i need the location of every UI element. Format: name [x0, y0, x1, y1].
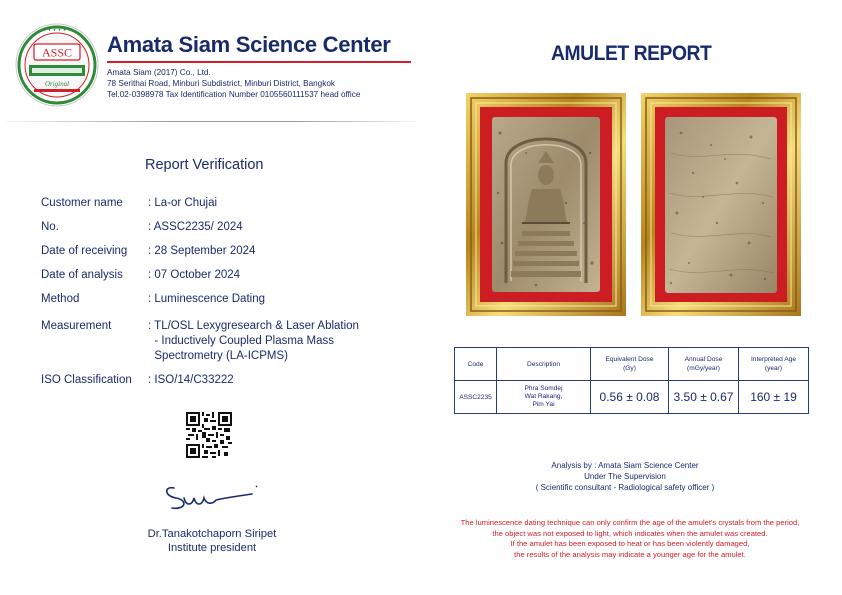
column-header: Description [497, 348, 591, 381]
date-receiving-value: : 28 September 2024 [148, 245, 256, 257]
cell-description: Phra Somdej Wat Rakang, Pim Yai [497, 381, 591, 414]
svg-text:✦ ✦ ✦ ✦ ✦ ✦: ✦ ✦ ✦ ✦ ✦ ✦ [42, 27, 72, 33]
measurement-value-line: - Inductively Coupled Plasma Mass [148, 335, 334, 347]
cell-equivalent-dose: 0.56 ± 0.08 [591, 381, 669, 414]
signer-title: Institute president [167, 542, 257, 554]
amulet-front-photo [466, 93, 626, 316]
measurement-label: Measurement [41, 320, 112, 332]
cell-interpreted-age: 160 ± 19 [739, 381, 809, 414]
date-analysis-value: : 07 October 2024 [148, 269, 241, 281]
header-divider [6, 121, 416, 122]
signer-block [140, 527, 284, 555]
org-name: Amata Siam Science Center [107, 32, 391, 57]
measurement-value-line: : TL/OSL Lexygresearch & Laser Ablation [148, 320, 359, 332]
iso-value: : ISO/14/C33222 [148, 374, 234, 386]
company-name: Amata Siam (2017) Co., Ltd. [107, 68, 211, 77]
amulet-back-photo [641, 93, 801, 316]
analysis-note: Analysis by : Amata Siam Science Center Under The Supervision ( Scientific consultant - Radiological safety officer ) [535, 461, 715, 492]
customer-name-label: Customer name [41, 197, 123, 209]
cell-annual-dose: 3.50 ± 0.67 [669, 381, 739, 414]
measurement-value-line: Spectrometry (LA-ICPMS) [148, 350, 288, 362]
cell-code: ASSC2235 [455, 381, 497, 414]
customer-name-value: : La-or Chujai [148, 197, 218, 209]
results-table [454, 347, 809, 414]
disclaimer: The luminescence dating technique can only confirm the age of the amulet's crystals from the period, the object was not exposed to light, which indicates when the amulet was created. If the amulet has been exposed to heat or has been violently damaged, the results of the analysis may indicate a younger age for the amulet. [460, 518, 800, 559]
org-name-underline [107, 61, 411, 63]
column-header: Equivalent Dose (Gy) [591, 348, 669, 381]
table-header-row [455, 348, 809, 381]
column-header: Annual Dose (mGy/year) [669, 348, 739, 381]
column-header: Interpreted Age (year) [739, 348, 809, 381]
method-value: : Luminescence Dating [148, 293, 265, 305]
report-title: AMULET REPORT [551, 42, 712, 65]
report-number-label: No. [41, 221, 59, 233]
assc-logo [14, 22, 100, 108]
date-analysis-label: Date of analysis [41, 269, 123, 281]
company-contact: Tel.02-0398978 Tax Identification Number 0105560111537 head office [107, 90, 361, 99]
logo-subtext: Original [44, 80, 70, 88]
verification-title: Report Verification [145, 157, 264, 173]
date-receiving-label: Date of receiving [41, 245, 128, 257]
logo-text: ASSC [41, 45, 73, 60]
report-number-value: : ASSC2235/ 2024 [148, 221, 243, 233]
signature [160, 478, 264, 518]
column-header: Code [455, 348, 497, 381]
signer-name: Dr.Tanakotchaporn Siripet [147, 528, 277, 540]
iso-label: ISO Classification [41, 374, 132, 386]
method-label: Method [41, 293, 80, 305]
table-row [455, 381, 809, 414]
company-address: 78 Serithai Road, Minburi Subdistrict, Minburi District, Bangkok [107, 79, 335, 88]
qr-code[interactable] [186, 412, 232, 458]
